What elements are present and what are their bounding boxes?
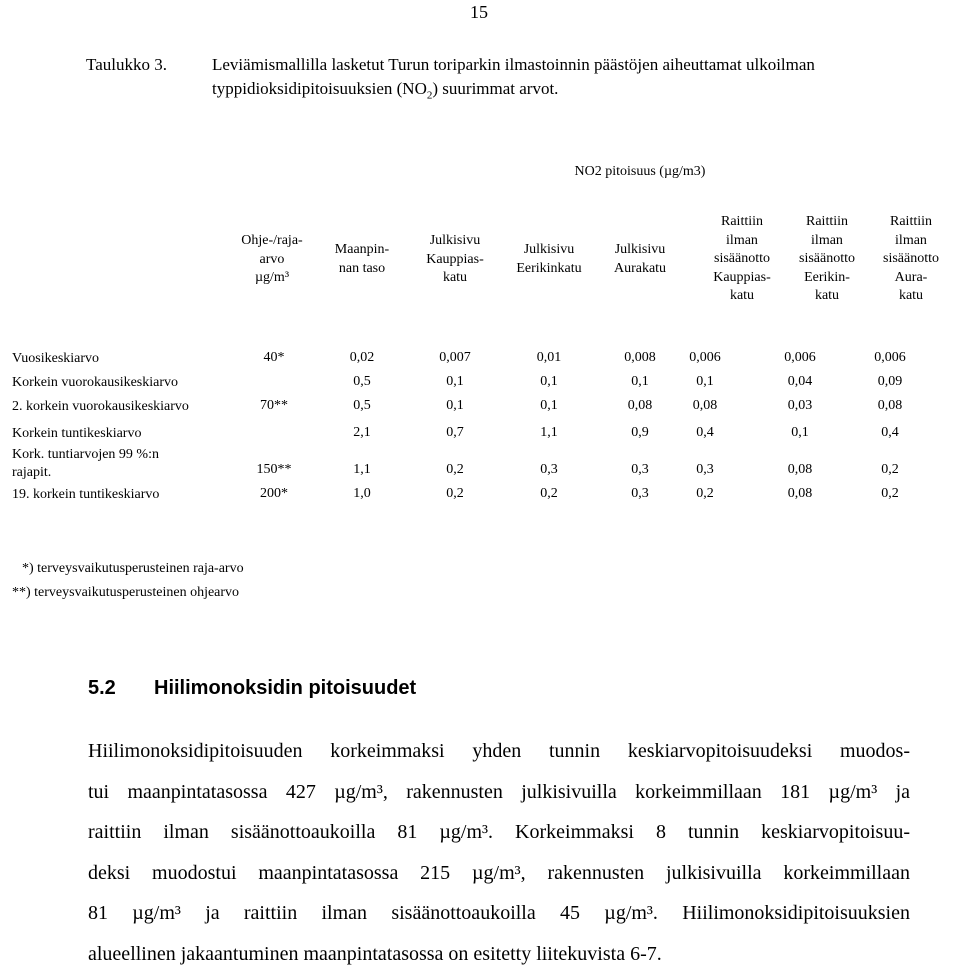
row-value: 0,08 <box>675 398 735 414</box>
section-title: Hiilimonoksidin pitoisuudet <box>154 677 416 699</box>
footnote-limit: *) terveysvaikutusperusteinen raja-arvo <box>22 561 244 577</box>
row-value: 0,1 <box>425 398 485 414</box>
row-value: 0,08 <box>610 398 670 414</box>
caption-text-pre: typpidioksidipitoisuuksien (NO <box>212 79 427 98</box>
table-row <box>0 425 960 445</box>
section-number: 5.2 <box>88 677 154 700</box>
table-caption-line1: Leviämismallilla lasketut Turun toriparkin ilmastoinnin päästöjen aiheuttamat ulkoilman <box>212 55 815 75</box>
column-header: Raittiin ilman sisäänotto Eerikin- katu <box>782 213 872 306</box>
column-header: Raittiin ilman sisäänotto Kauppias- katu <box>692 213 792 306</box>
row-value: 0,1 <box>770 425 830 441</box>
row-value: 0,9 <box>610 425 670 441</box>
row-label: Vuosikeskiarvo <box>12 350 99 368</box>
row-value: 0,1 <box>610 374 670 390</box>
row-value: 0,09 <box>860 374 920 390</box>
page-number: 15 <box>470 2 488 23</box>
row-value: 0,04 <box>770 374 830 390</box>
row-value: 0,2 <box>675 486 735 502</box>
row-value: 0,03 <box>770 398 830 414</box>
column-header: Julkisivu Kauppias- katu <box>410 232 500 288</box>
row-value: 0,3 <box>675 462 735 478</box>
row-value: 0,008 <box>610 350 670 366</box>
row-value: 0,4 <box>860 425 920 441</box>
table-row <box>0 398 960 418</box>
row-label: 19. korkein tuntikeskiarvo <box>12 486 159 504</box>
table-row <box>0 350 960 370</box>
row-value: 0,08 <box>770 462 830 478</box>
row-value: 0,3 <box>610 486 670 502</box>
row-value: 0,2 <box>425 462 485 478</box>
table-caption-line2 <box>212 79 558 101</box>
paragraph-line: deksi muodostui maanpintatasossa 215 µg/m³, rakennusten julkisivuilla korkeimmillaan <box>88 853 910 894</box>
paragraph-line: raittiin ilman sisäänottoaukoilla 81 µg/m³. Korkeimmaksi 8 tunnin keskiarvopitoisuu- <box>88 812 910 853</box>
row-limit-value: 40* <box>244 350 304 366</box>
column-header: Julkisivu Eerikinkatu <box>504 241 594 278</box>
caption-subscript: 2 <box>427 89 433 101</box>
column-header: Julkisivu Aurakatu <box>600 241 680 278</box>
row-value: 0,006 <box>860 350 920 366</box>
section-heading <box>88 677 416 700</box>
row-value: 0,007 <box>425 350 485 366</box>
paragraph-line: Hiilimonoksidipitoisuuden korkeimmaksi yhden tunnin keskiarvopitoisuudeksi muodos- <box>88 731 910 772</box>
row-value: 0,08 <box>860 398 920 414</box>
row-value: 0,2 <box>519 486 579 502</box>
caption-text-post: ) suurimmat arvot. <box>432 79 558 98</box>
paragraph-line: tui maanpintatasossa 427 µg/m³, rakennusten julkisivuilla korkeimmillaan 181 µg/m³ ja <box>88 772 910 813</box>
row-value: 0,2 <box>425 486 485 502</box>
row-value: 0,7 <box>425 425 485 441</box>
footnote-guideline: **) terveysvaikutusperusteinen ohjearvo <box>12 585 239 601</box>
row-label: Kork. tuntiarvojen 99 %:n rajapit. <box>12 446 159 482</box>
table-row <box>0 374 960 394</box>
row-value: 0,006 <box>770 350 830 366</box>
row-value: 0,02 <box>332 350 392 366</box>
row-value: 0,2 <box>860 486 920 502</box>
body-paragraph <box>88 731 910 974</box>
row-label: Korkein vuorokausikeskiarvo <box>12 374 178 392</box>
row-value: 0,1 <box>519 398 579 414</box>
column-header: Raittiin ilman sisäänotto Aura- katu <box>866 213 956 306</box>
row-value: 0,1 <box>519 374 579 390</box>
row-value: 0,1 <box>675 374 735 390</box>
row-value: 0,5 <box>332 398 392 414</box>
column-header: Maanpin- nan taso <box>322 241 402 278</box>
table-row <box>0 486 960 506</box>
row-value: 0,01 <box>519 350 579 366</box>
table-caption-label: Taulukko 3. <box>86 55 167 75</box>
row-label: 2. korkein vuorokausikeskiarvo <box>12 398 189 416</box>
row-limit-value: 150** <box>244 462 304 478</box>
row-limit-value: 70** <box>244 398 304 414</box>
row-value: 2,1 <box>332 425 392 441</box>
row-value: 0,4 <box>675 425 735 441</box>
row-value: 1,1 <box>519 425 579 441</box>
table-group-header: NO2 pitoisuus (µg/m3) <box>540 163 740 182</box>
row-value: 0,006 <box>675 350 735 366</box>
table-row <box>0 446 960 486</box>
row-value: 0,3 <box>519 462 579 478</box>
row-value: 1,0 <box>332 486 392 502</box>
row-value: 1,1 <box>332 462 392 478</box>
row-value: 0,5 <box>332 374 392 390</box>
column-header: Ohje-/raja- arvo µg/m³ <box>232 232 312 288</box>
row-value: 0,2 <box>860 462 920 478</box>
row-value: 0,1 <box>425 374 485 390</box>
row-value: 0,08 <box>770 486 830 502</box>
row-limit-value: 200* <box>244 486 304 502</box>
paragraph-line: alueellinen jakaantuminen maanpintatasossa on esitetty liitekuvista 6-7. <box>88 934 910 974</box>
row-label: Korkein tuntikeskiarvo <box>12 425 141 443</box>
row-value: 0,3 <box>610 462 670 478</box>
paragraph-line: 81 µg/m³ ja raittiin ilman sisäänottoaukoilla 45 µg/m³. Hiilimonoksidipitoisuuksien <box>88 893 910 934</box>
